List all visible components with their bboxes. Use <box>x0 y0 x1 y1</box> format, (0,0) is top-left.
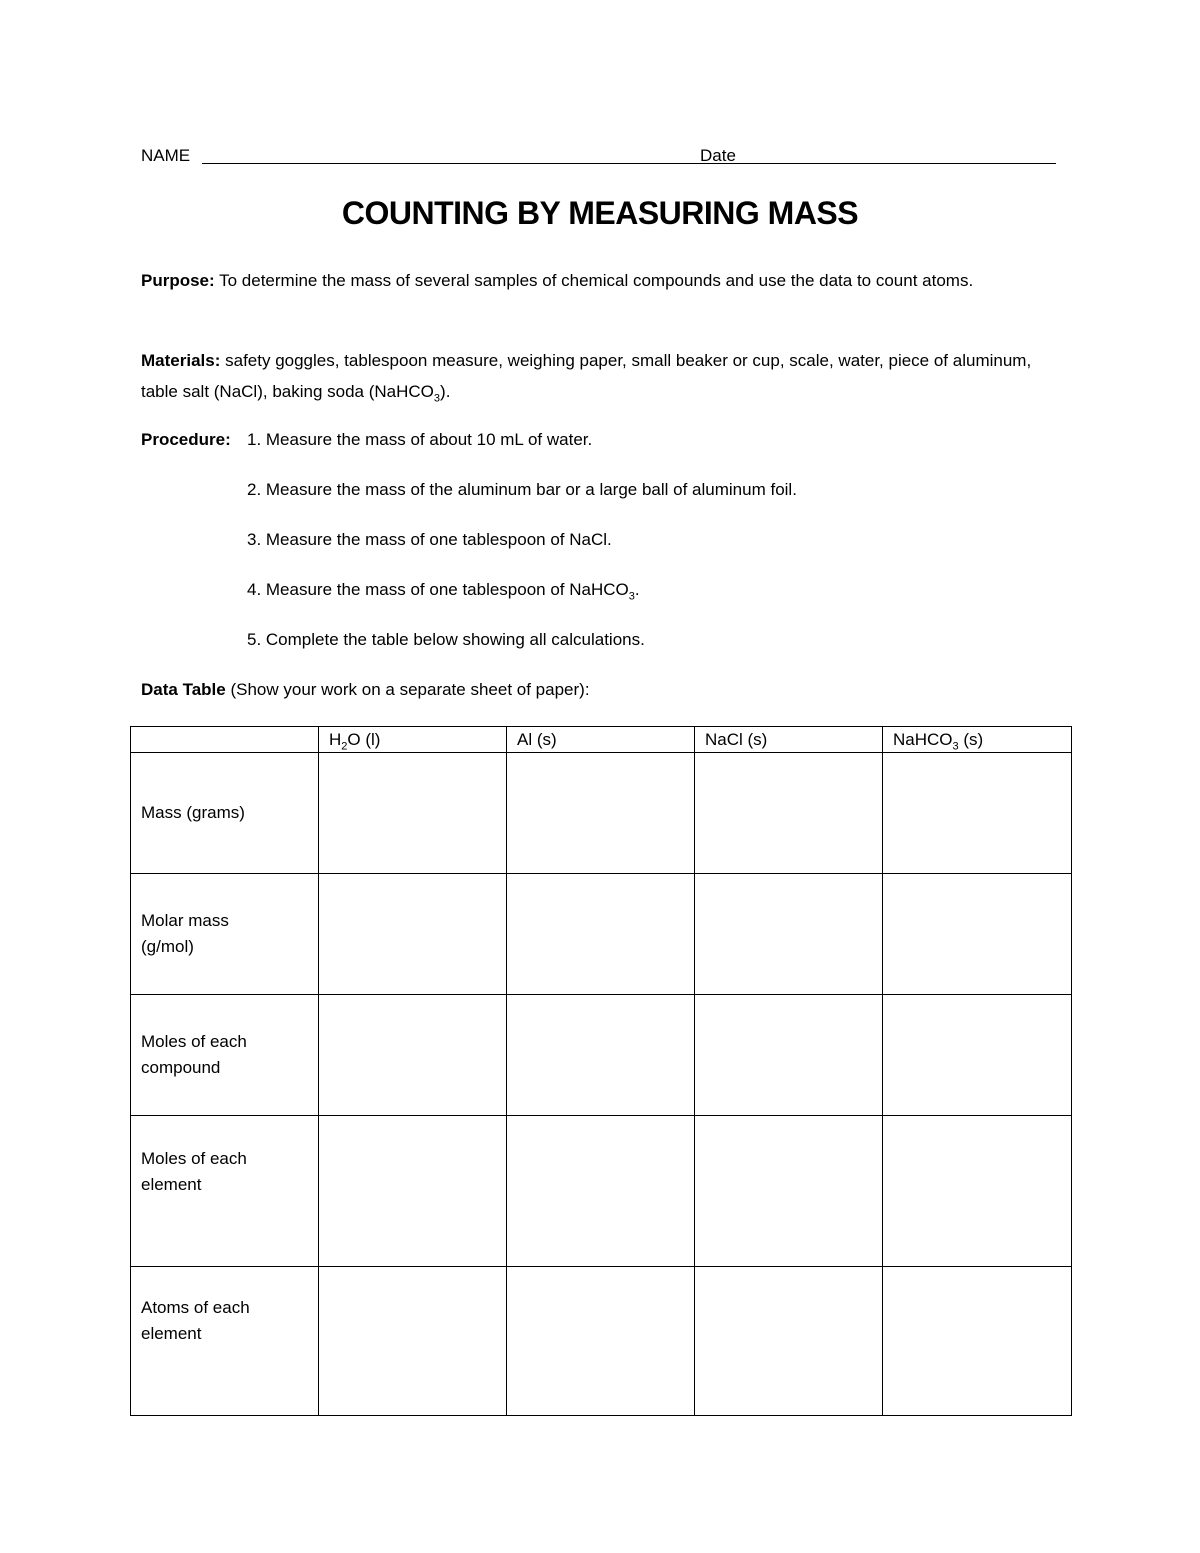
input-cell[interactable] <box>319 1267 507 1416</box>
input-cell[interactable] <box>883 1267 1072 1416</box>
input-cell[interactable] <box>319 995 507 1116</box>
input-cell[interactable] <box>883 1116 1072 1267</box>
row-label-moles-compound: Moles of each compound <box>131 995 319 1116</box>
data-table-label: Data Table <box>141 680 226 699</box>
procedure-step: 4. Measure the mass of one tablespoon of NaHCO$_3$. <box>247 580 640 603</box>
page-title: COUNTING BY MEASURING MASS <box>341 195 859 231</box>
input-cell[interactable] <box>507 1116 695 1267</box>
procedure-label: Procedure: <box>141 430 231 449</box>
input-cell[interactable] <box>507 1267 695 1416</box>
name-label: NAME <box>141 146 191 165</box>
input-cell[interactable] <box>883 995 1072 1116</box>
date-label: Date <box>700 146 736 165</box>
materials-text-end: ). <box>440 382 451 401</box>
purpose-section <box>141 265 1071 296</box>
column-header-nahco3: NaHCO$_3$ (s) <box>883 727 1072 753</box>
input-cell[interactable] <box>695 1267 883 1416</box>
table-row <box>131 874 1072 995</box>
column-header-nacl: NaCl (s) <box>695 727 883 753</box>
row-label-moles-element: Moles of each element <box>131 1116 319 1267</box>
table-corner-cell <box>131 727 319 753</box>
data-table-note: (Show your work on a separate sheet of paper): <box>230 680 590 699</box>
row-label-molar-mass: Molar mass (g/mol) <box>131 874 319 995</box>
name-field[interactable] <box>202 163 784 164</box>
row-label-atoms-element: Atoms of each element <box>131 1267 319 1416</box>
procedure-step: 3. Measure the mass of one tablespoon of NaCl. <box>247 530 612 549</box>
table-row <box>131 995 1072 1116</box>
column-header-h2o: $H_2O$ (l) <box>319 727 507 753</box>
row-label-mass: Mass (grams) <box>131 753 319 874</box>
table-row <box>131 753 1072 874</box>
input-cell[interactable] <box>507 995 695 1116</box>
input-cell[interactable] <box>883 753 1072 874</box>
input-cell[interactable] <box>695 995 883 1116</box>
input-cell[interactable] <box>507 753 695 874</box>
materials-text: safety goggles, tablespoon measure, weighing paper, small beaker or cup, scale, water, piece of aluminum, table salt (NaCl), baking soda (NaHCO <box>141 351 1032 401</box>
data-table <box>130 726 1072 1416</box>
table-header-row <box>131 727 1072 753</box>
procedure-step: 5. Complete the table below showing all calculations. <box>247 630 645 649</box>
date-field[interactable] <box>740 163 1056 164</box>
materials-label: Materials: <box>141 351 221 370</box>
materials-subscript: 3 <box>433 392 441 405</box>
procedure-label-row <box>141 427 231 453</box>
data-table-heading <box>141 677 590 703</box>
input-cell[interactable] <box>319 1116 507 1267</box>
input-cell[interactable] <box>507 874 695 995</box>
procedure-step: 2. Measure the mass of the aluminum bar or a large ball of aluminum foil. <box>247 480 797 499</box>
input-cell[interactable] <box>883 874 1072 995</box>
purpose-text: To determine the mass of several samples of chemical compounds and use the data to count atoms. <box>219 271 974 290</box>
procedure-step: 1. Measure the mass of about 10 mL of water. <box>247 430 593 449</box>
name-date-line <box>141 144 1056 168</box>
materials-section <box>141 345 1071 407</box>
input-cell[interactable] <box>319 753 507 874</box>
input-cell[interactable] <box>695 874 883 995</box>
table-row <box>131 1267 1072 1416</box>
table-row <box>131 1116 1072 1267</box>
column-header-al: Al (s) <box>507 727 695 753</box>
input-cell[interactable] <box>695 753 883 874</box>
purpose-label: Purpose: <box>141 271 215 290</box>
input-cell[interactable] <box>695 1116 883 1267</box>
input-cell[interactable] <box>319 874 507 995</box>
